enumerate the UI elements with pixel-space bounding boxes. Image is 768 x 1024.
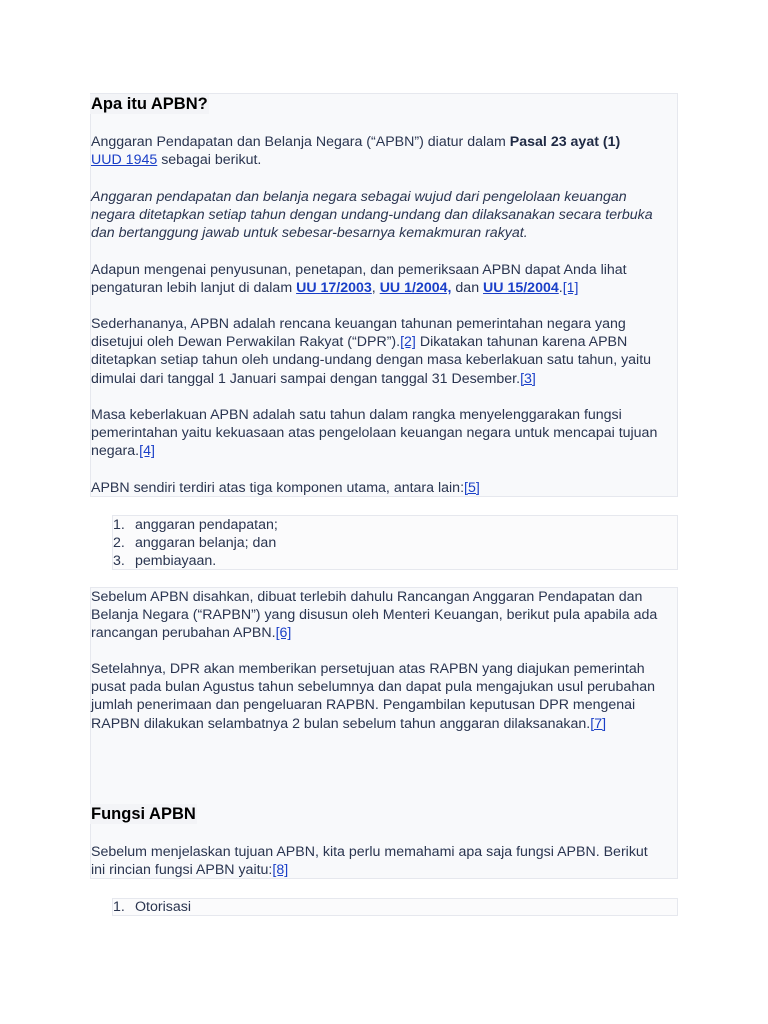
footnote-ref-1[interactable]: [1] bbox=[562, 280, 579, 297]
footnote-ref-8[interactable]: [8] bbox=[272, 862, 289, 879]
list-item: 2. anggaran belanja; dan bbox=[113, 535, 277, 552]
uu-1-2004-link[interactable]: UU 1/2004, bbox=[379, 280, 452, 297]
paragraph-persetujuan-dpr: Setelahnya, DPR akan memberikan persetujuan atas RAPBN yang diajukan pemerintah pusat pada bulan Agustus tahun sebelumnya dan dapat pula mengajukan usul perubahan jumlah penerimaan dan pengeluaran RAPBN. Pengambilan keputusan DPR mengenai RAPBN dilakukan selambatnya 2 bulan sebelum tahun anggaran dilaksanakan.[7] bbox=[91, 661, 655, 732]
uu-15-2004-link[interactable]: UU 15/2004 bbox=[483, 280, 559, 297]
paragraph-rapbn: Sebelum APBN disahkan, dibuat terlebih dahulu Rancangan Anggaran Pendapatan dan Belanja Negara (“RAPBN”) yang disusun oleh Menteri Keuangan, berikut pula apabila ada rancangan perubahan APBN.[6] bbox=[91, 589, 658, 642]
footnote-ref-7[interactable]: [7] bbox=[590, 715, 607, 732]
footnote-ref-3[interactable]: [3] bbox=[520, 370, 536, 387]
footnote-ref-2[interactable]: [2] bbox=[400, 334, 416, 351]
footnote-ref-5[interactable]: [5] bbox=[464, 480, 480, 496]
section-heading-apa-itu: Apa itu APBN? bbox=[91, 95, 208, 113]
fungsi-list bbox=[113, 898, 191, 916]
section-heading-fungsi: Fungsi APBN bbox=[91, 805, 196, 823]
footnote-ref-6[interactable]: [6] bbox=[275, 625, 292, 642]
paragraph-definisi: Sederhananya, APBN adalah rencana keuangan tahunan pemerintahan negara yang disetujui oleh Dewan Perwakilan Rakyat (“DPR”).[2] Dikatakan tahunan karena APBN ditetapkan setiap tahun oleh undang-undang dengan masa keberlakuan satu tahun, yaitu dimulai dari tanggal 1 Januari sampai dengan tanggal 31 Desember.[3] bbox=[91, 316, 652, 387]
list-block-2 bbox=[112, 898, 678, 916]
uud-1945-link[interactable]: UUD 1945 bbox=[91, 152, 158, 169]
uu-17-2003-link[interactable]: UU 17/2003 bbox=[296, 280, 372, 297]
paragraph-pengaturan: Adapun mengenai penyusunan, penetapan, dan pemeriksaan APBN dapat Anda lihat pengaturan lebih lanjut di dalam UU 17/2003, UU 1/2004, dan UU 15/2004.[1] bbox=[91, 262, 627, 297]
paragraph-komponen: APBN sendiri terdiri atas tiga komponen utama, antara lain:[5] bbox=[91, 480, 480, 496]
list-item: 3. pembiayaan. bbox=[113, 553, 217, 570]
paragraph-masa-berlaku: Masa keberlakuan APBN adalah satu tahun dalam rangka menyelenggarakan fungsi pemerintahan yaitu kekuasaan atas pengelolaan keuangan negara untuk mencapai tujuan negara.[4] bbox=[91, 407, 658, 460]
quote-paragraph: Anggaran pendapatan dan belanja negara sebagai wujud dari pengelolaan keuangan negara ditetapkan setiap tahun dengan undang-undang dan dilaksanakan secara terbuka dan bertanggung jawab untuk sebesar-besarnya kemakmuran rakyat. bbox=[91, 189, 653, 242]
footnote-ref-4[interactable]: [4] bbox=[139, 443, 155, 460]
list-item: 1. anggaran pendapatan; bbox=[113, 517, 278, 533]
paragraph-fungsi-intro: Sebelum menjelaskan tujuan APBN, kita perlu memahami apa saja fungsi APBN. Berikut ini rincian fungsi APBN yaitu:[8] bbox=[91, 844, 648, 879]
komponen-list bbox=[113, 516, 278, 571]
paragraph-intro: Anggaran Pendapatan dan Belanja Negara (“APBN”) diatur dalam Pasal 23 ayat (1) UUD 1945 sebagai berikut. bbox=[91, 134, 621, 169]
pasal-reference: Pasal 23 ayat (1) bbox=[509, 134, 621, 150]
list-item: 1. Otorisasi bbox=[113, 899, 191, 915]
